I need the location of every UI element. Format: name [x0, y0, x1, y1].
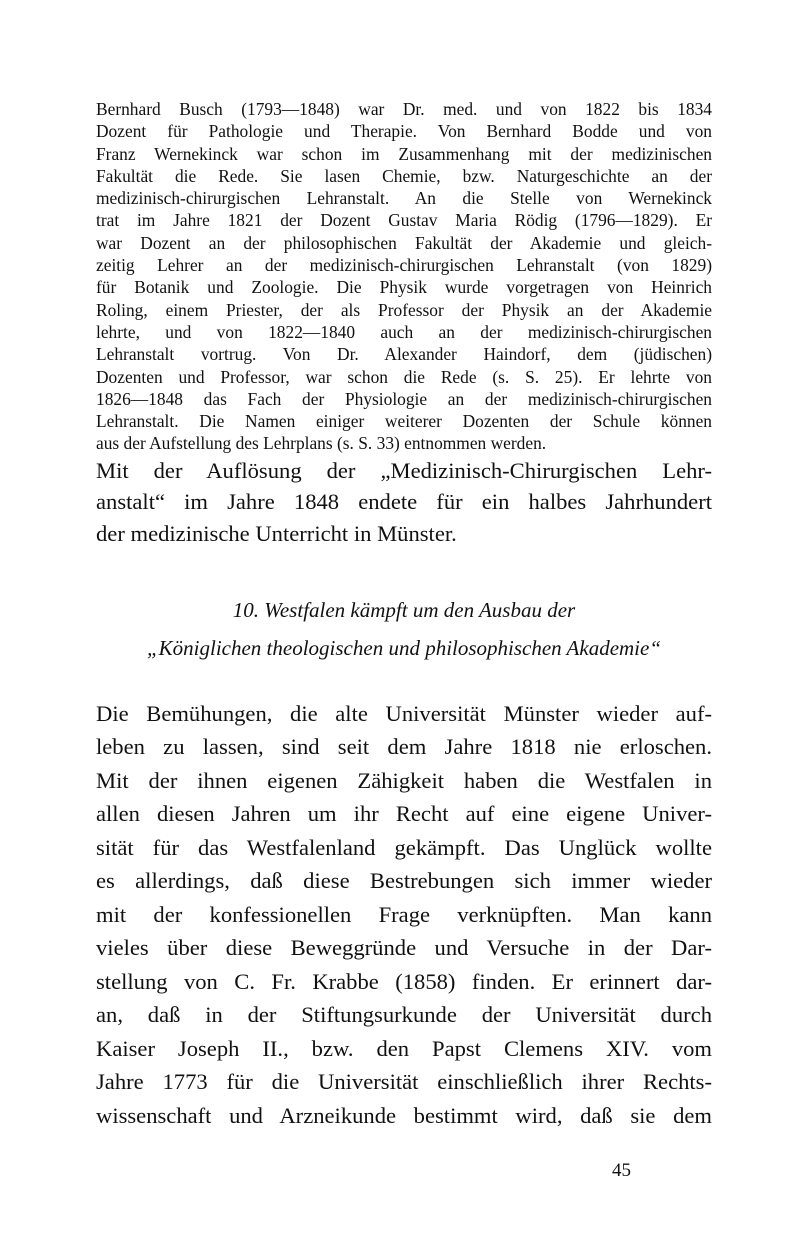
text-line: stellung von C. Fr. Krabbe (1858) finden. Er erinnert dar-	[96, 968, 712, 994]
text-line: zeitig Lehrer an der medizinisch-chirurgischen Lehranstalt (von 1829)	[96, 255, 712, 276]
text-line: Roling, einem Priester, der als Professor der Physik an der Akademie	[96, 299, 712, 320]
text-line: sität für das Westfalenland gekämpft. Das Unglück wollte	[96, 834, 712, 860]
text-line: Bernhard Busch (1793—1848) war Dr. med. und von 1822 bis 1834	[96, 99, 712, 119]
text-line: an, daß in der Stiftungsurkunde der Universität durch	[96, 1002, 712, 1028]
heading-line-1: 10. Westfalen kämpft um den Ausbau der	[232, 597, 576, 622]
text-line: vieles über diese Beweggründe und Versuche in der Dar-	[96, 935, 712, 961]
paragraph-dozenten	[96, 98, 712, 455]
text-line: Fakultät die Rede. Sie lasen Chemie, bzw. Naturgeschichte an der	[96, 165, 712, 186]
text-line: Lehranstalt vortrug. Von Dr. Alexander Haindorf, dem (jüdischen)	[96, 344, 712, 365]
section-heading	[96, 591, 712, 667]
heading-line-2: „Königlichen theologischen und philosophischen Akademie“	[146, 635, 662, 660]
paragraph-aufloesung	[96, 455, 712, 549]
text-line: medizinisch-chirurgischen Lehranstalt. An die Stelle von Wernekinck	[96, 188, 712, 209]
text-line: Franz Wernekinck war schon im Zusammenhang mit der medizinischen	[96, 143, 712, 164]
text-line: 1826—1848 das Fach der Physiologie an der medizinisch-chirurgischen	[96, 388, 712, 409]
text-line: Jahre 1773 für die Universität einschließlich ihrer Rechts-	[96, 1069, 712, 1095]
text-line: anstalt“ im Jahre 1848 endete für ein halbes Jahrhundert	[96, 489, 712, 515]
text-line: Dozenten und Professor, war schon die Rede (s. S. 25). Er lehrte von	[96, 366, 712, 387]
text-line: Kaiser Joseph II., bzw. den Papst Clemens XIV. vom	[96, 1035, 712, 1061]
text-line: trat im Jahre 1821 der Dozent Gustav Maria Rödig (1796—1829). Er	[96, 210, 712, 231]
text-line: Die Bemühungen, die alte Universität Münster wieder auf-	[96, 700, 712, 726]
text-line: Mit der Auflösung der „Medizinisch-Chirurgischen Lehr-	[96, 457, 712, 483]
text-line: allen diesen Jahren um ihr Recht auf eine eigene Univer-	[96, 801, 712, 827]
text-line: für Botanik und Zoologie. Die Physik wurde vorgetragen von Heinrich	[96, 277, 712, 298]
text-line: Mit der ihnen eigenen Zähigkeit haben die Westfalen in	[96, 767, 712, 793]
page-number: 45	[612, 1160, 631, 1181]
text-line: der medizinische Unterricht in Münster.	[96, 520, 457, 546]
paragraph-bemuehungen	[96, 697, 712, 1133]
text-line: war Dozent an der philosophischen Fakultät der Akademie und gleich-	[96, 232, 712, 253]
text-line: Lehranstalt. Die Namen einiger weiterer Dozenten der Schule können	[96, 411, 712, 432]
text-line: leben zu lassen, sind seit dem Jahre 1818 nie erloschen.	[96, 734, 712, 760]
text-line: wissenschaft und Arzneikunde bestimmt wird, daß sie dem	[96, 1102, 712, 1128]
text-line: lehrte, und von 1822—1840 auch an der medizinisch-chirurgischen	[96, 321, 712, 342]
text-line: Dozent für Pathologie und Therapie. Von Bernhard Bodde und von	[96, 121, 712, 142]
text-line: es allerdings, daß diese Bestrebungen sich immer wieder	[96, 868, 712, 894]
text-line: aus der Aufstellung des Lehrplans (s. S. 33) entnommen werden.	[96, 433, 547, 454]
text-line: mit der konfessionellen Frage verknüpften. Man kann	[96, 901, 712, 927]
document-page	[96, 98, 712, 1132]
